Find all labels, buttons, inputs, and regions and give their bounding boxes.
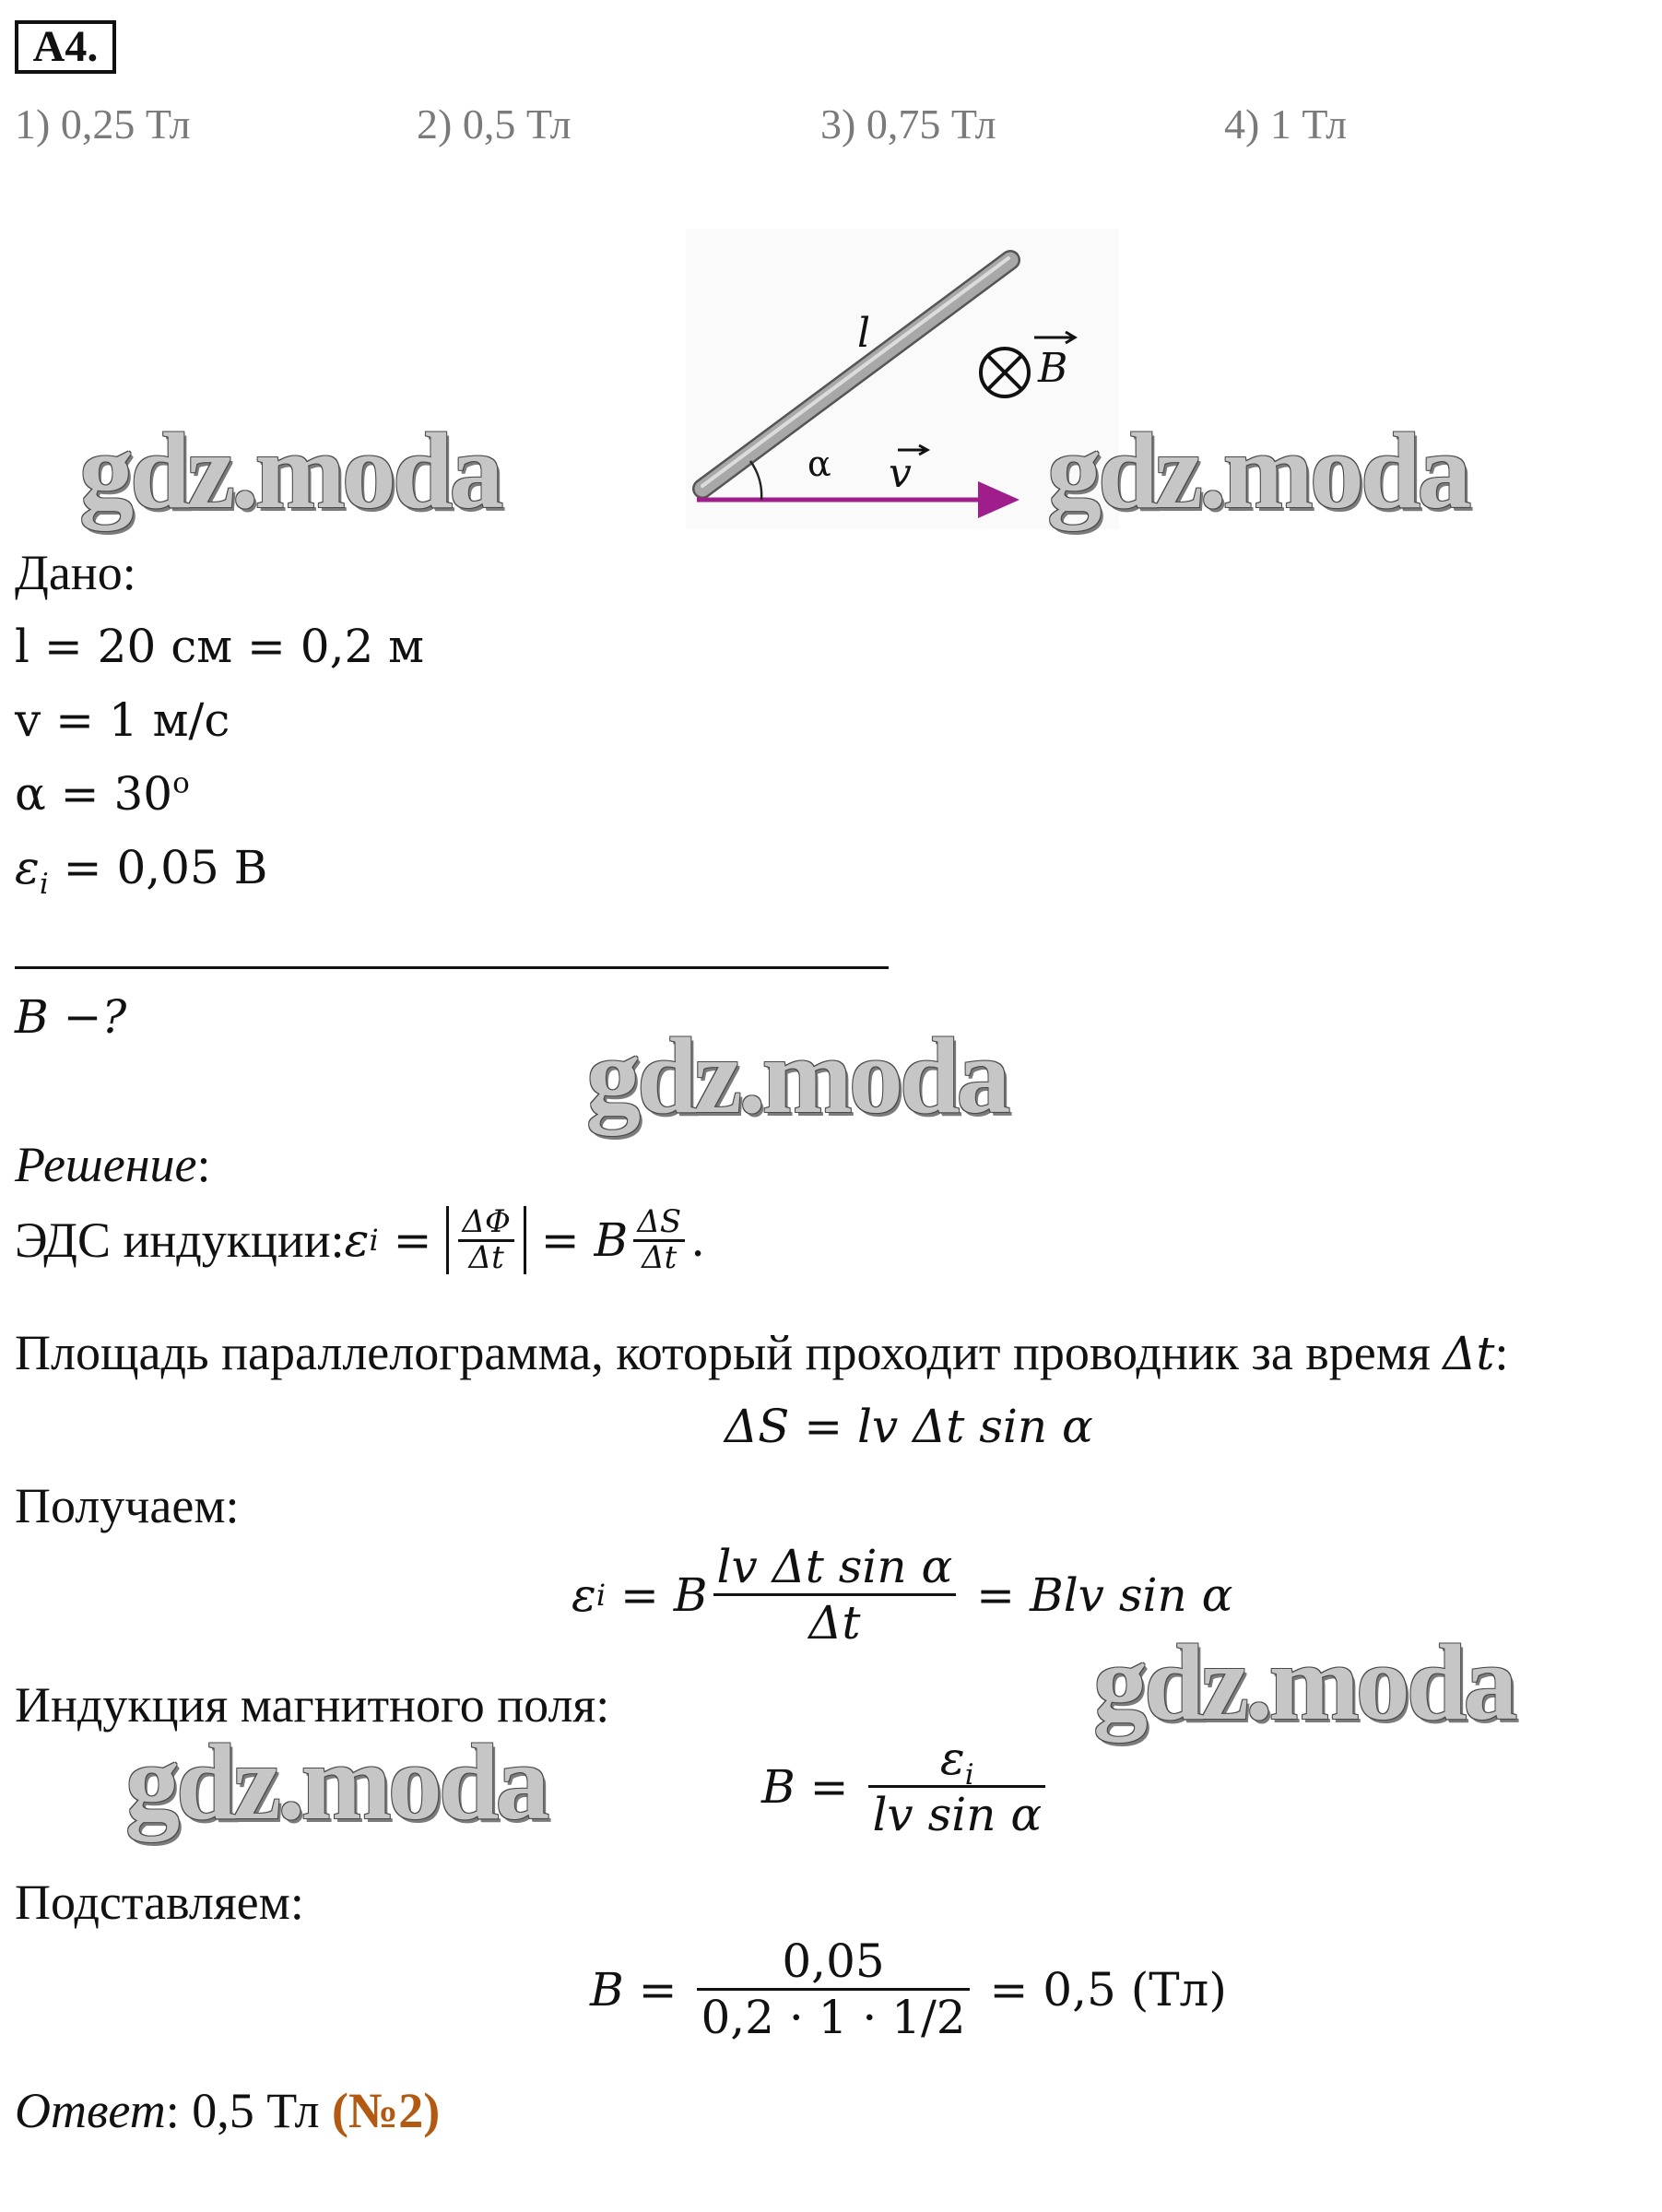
f1-emf-var: ε xyxy=(572,1567,596,1622)
f3-fraction xyxy=(697,1934,969,2044)
f1-lhs: = B xyxy=(606,1567,708,1622)
f2-emf-sub: i xyxy=(964,1757,974,1792)
answer-colon: : xyxy=(165,2083,180,2138)
given-emf xyxy=(15,841,268,901)
ds-numerator: ΔS xyxy=(637,1203,682,1240)
formula-2 xyxy=(761,1732,1051,1841)
f3-lhs: B = xyxy=(590,1962,692,2017)
emf-label: ЭДС индукции: xyxy=(15,1212,345,1269)
formula-1: ε i = B $\frac{\text{lv Δt sin α}}{\Delta t}$ = Blv sin α xyxy=(572,1540,1233,1650)
given-emf-sub: i xyxy=(39,867,49,901)
option-2: 2) 0,5 Тл xyxy=(417,101,572,148)
emf-eq: = xyxy=(378,1213,447,1268)
f1-numerator: lv Δt sin α xyxy=(716,1540,953,1593)
emf-period: . xyxy=(690,1213,706,1268)
given-separator xyxy=(15,966,889,969)
f3-numerator: 0,05 xyxy=(782,1934,885,1988)
solution-title-colon: : xyxy=(196,1137,211,1192)
dphi-dt-fraction xyxy=(458,1203,513,1276)
field-label: B xyxy=(1038,345,1068,392)
emf-var: ε xyxy=(344,1213,370,1268)
formula-3 xyxy=(590,1934,1227,2044)
answer-number: (№2) xyxy=(331,2083,441,2138)
given-angle xyxy=(15,766,190,821)
watermark-1: gdz.moda xyxy=(79,410,501,531)
area-formula: ΔS = lv Δt sin α xyxy=(725,1400,1093,1453)
dphi-numerator: ΔΦ xyxy=(462,1203,511,1240)
dt-denominator-2: Δt xyxy=(642,1238,678,1276)
f1-fraction xyxy=(713,1540,957,1650)
solution-title xyxy=(15,1137,211,1192)
watermark-5: gdz.moda xyxy=(125,1721,547,1842)
area-dt: Δt xyxy=(1443,1327,1495,1380)
answer-value: 0,5 Тл xyxy=(179,2083,332,2138)
given-angle-main: α = 30 xyxy=(15,767,173,821)
given-title: Дано: xyxy=(15,545,136,600)
get-text: Получаем: xyxy=(15,1478,240,1533)
f1-denominator: Δt xyxy=(808,1596,861,1650)
subst-text: Подставляем: xyxy=(15,1875,304,1930)
find-quantity: B −? xyxy=(15,990,127,1044)
problem-label: А4. xyxy=(15,20,116,74)
area-colon: : xyxy=(1494,1325,1509,1380)
f3-rhs: = 0,5 (Тл) xyxy=(974,1962,1227,2017)
watermark-2: gdz.moda xyxy=(1047,410,1468,531)
answer-line xyxy=(15,2083,441,2138)
f2-denominator: lv sin α xyxy=(872,1788,1043,1841)
watermark-3: gdz.moda xyxy=(586,1015,1008,1136)
f2-lhs: B = xyxy=(761,1759,864,1814)
ds-dt-fraction xyxy=(633,1203,685,1276)
f1-rhs: = Blv sin α xyxy=(961,1567,1233,1622)
rod-highlight xyxy=(702,258,1008,486)
option-1: 1) 0,25 Тл xyxy=(15,101,191,148)
angle-arc xyxy=(750,461,761,500)
answer-label: Ответ xyxy=(15,2083,166,2138)
f2-numerator xyxy=(937,1732,978,1792)
given-velocity: v = 1 м/с xyxy=(15,693,230,747)
dt-denominator: Δt xyxy=(468,1238,504,1276)
option-3: 3) 0,75 Тл xyxy=(820,101,996,148)
emf-eq-b: = B xyxy=(525,1213,629,1268)
velocity-label: v xyxy=(889,450,912,497)
induction-text: Индукция магнитного поля: xyxy=(15,1677,610,1733)
emf-abs-value xyxy=(446,1203,525,1276)
angle-label: α xyxy=(807,444,831,484)
watermark-4: gdz.moda xyxy=(1093,1622,1515,1743)
given-length: l = 20 см = 0,2 м xyxy=(15,620,425,673)
given-emf-rest: = 0,05 В xyxy=(48,841,268,894)
solution-title-text: Решение xyxy=(15,1137,197,1192)
rod-length-label: l xyxy=(857,310,871,357)
area-sentence xyxy=(15,1325,1509,1380)
f3-denominator: 0,2 · 1 · 1/2 xyxy=(701,1991,966,2044)
f2-emf-var: ε xyxy=(939,1732,965,1785)
rod xyxy=(702,260,1010,489)
emf-formula: ЭДС индукции: ε i = $\frac{\Delta\Phi}{\Delta t}$ = B $\frac{\Delta S}{\Delta t}$ . xyxy=(15,1203,706,1276)
area-text: Площадь параллелограмма, который проходит проводник за время xyxy=(15,1325,1444,1380)
option-4: 4) 1 Тл xyxy=(1224,101,1348,148)
given-angle-degree: o xyxy=(172,766,190,800)
f2-fraction xyxy=(868,1732,1045,1841)
given-emf-var: ε xyxy=(15,841,40,894)
